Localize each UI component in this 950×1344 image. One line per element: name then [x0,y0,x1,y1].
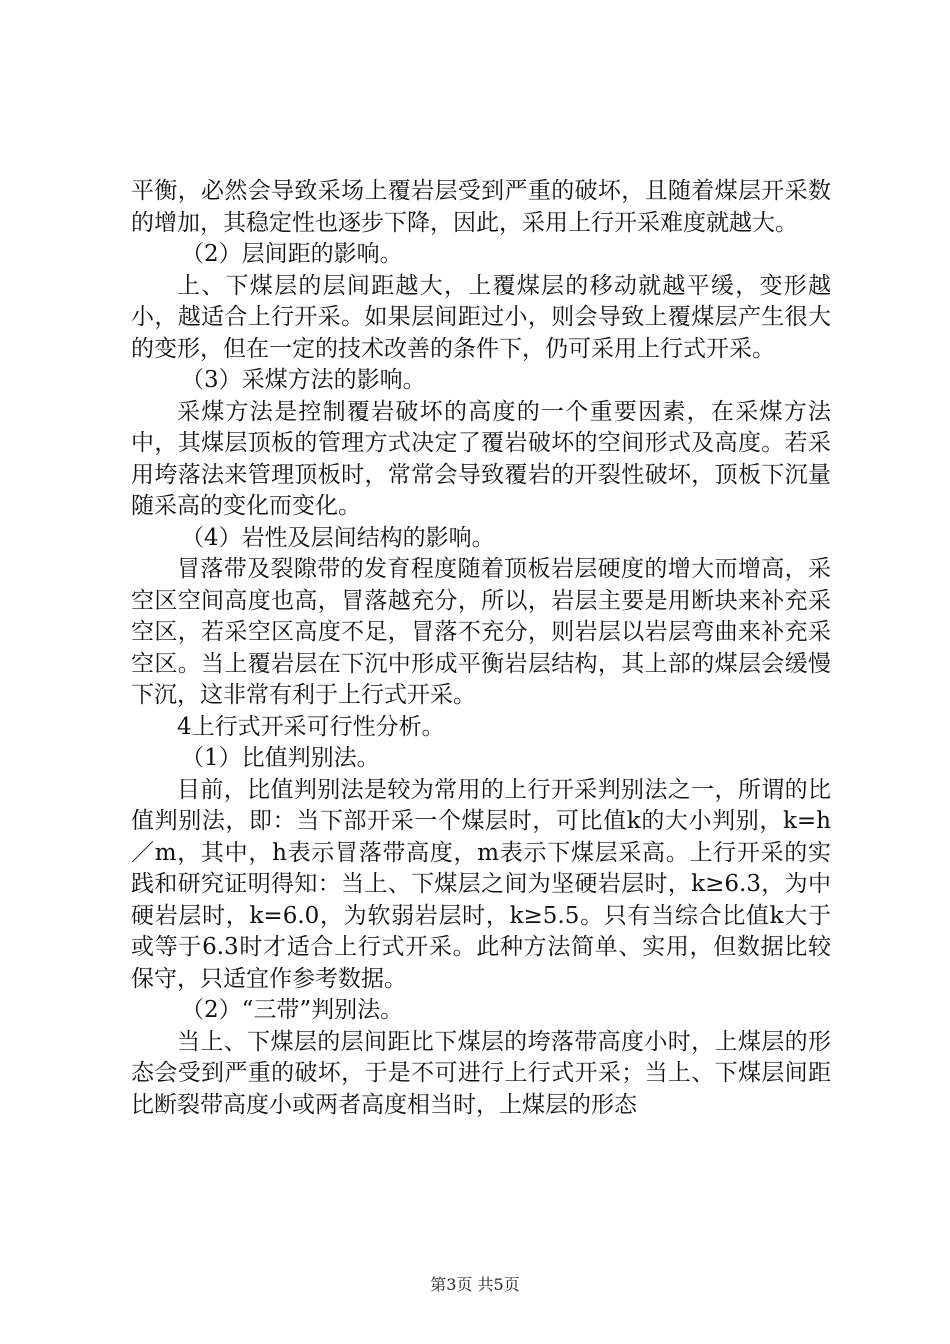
subheading-layer-spacing: （2）层间距的影响。 [181,241,403,267]
document-body [131,176,831,1121]
paragraph-continuation: 平衡，必然会导致采场上覆岩层受到严重的破坏，且随着煤层开采数的增加，其稳定性也逐步下降，因此，采用上行开采难度就越大。 [131,178,831,236]
subheading-three-zone-method: （2）“三带”判别法。 [181,997,404,1023]
subheading-ratio-method: （1）比值判别法。 [181,745,380,771]
subheading-mining-method: （3）采煤方法的影响。 [181,367,426,393]
paragraph-layer-spacing: 上、下煤层的层间距越大，上覆煤层的移动就越平缓，变形越小，越适合上行开采。如果层间距过小，则会导致上覆煤层产生很大的变形，但在一定的技术改善的条件下，仍可采用上行式开采。 [131,272,831,362]
subheading-lithology: （4）岩性及层间结构的影响。 [181,524,495,551]
section-heading-feasibility: 4上行式开采可行性分析。 [177,713,445,740]
page-number-footer: 第3页 共5页 [430,1275,520,1294]
paragraph-three-zone-method: 当上、下煤层的层间距比下煤层的垮落带高度小时，上煤层的形态会受到严重的破坏，于是不可进行上行式开采；当上、下煤层间距比断裂带高度小或两者高度相当时，上煤层的形态 [131,1028,831,1118]
paragraph-ratio-method: 目前，比值判别法是较为常用的上行开采判别法之一，所谓的比值判别法，即：当下部开采一个煤层时，可比值k的大小判别，k=h／m，其中，h表示冒落带高度，m表示下煤层采高。上行开采的实践和研究证明得知：当上、下煤层之间为坚硬岩层时，k≥6.3，为中硬岩层时，k=6.0，为软弱岩层时，k≥5.5。只有当综合比值k大于或等于6.3时才适合上行式开采。此种方法简单、实用，但数据比较保守，只适宜作参考数据。 [131,776,831,992]
paragraph-mining-method: 采煤方法是控制覆岩破坏的高度的一个重要因素，在采煤方法中，其煤层顶板的管理方式决定了覆岩破坏的空间形式及高度。若采用垮落法来管理顶板时，常常会导致覆岩的开裂性破坏，顶板下沉量随采高的变化而变化。 [131,398,831,519]
paragraph-lithology: 冒落带及裂隙带的发育程度随着顶板岩层硬度的增大而增高，采空区空间高度也高，冒落越充分，所以，岩层主要是用断块来补充采空区，若采空区高度不足，冒落不充分，则岩层以岩层弯曲来补充采空区。当上覆岩层在下沉中形成平衡岩层结构，其上部的煤层会缓慢下沉，这非常有利于上行式开采。 [131,556,831,708]
